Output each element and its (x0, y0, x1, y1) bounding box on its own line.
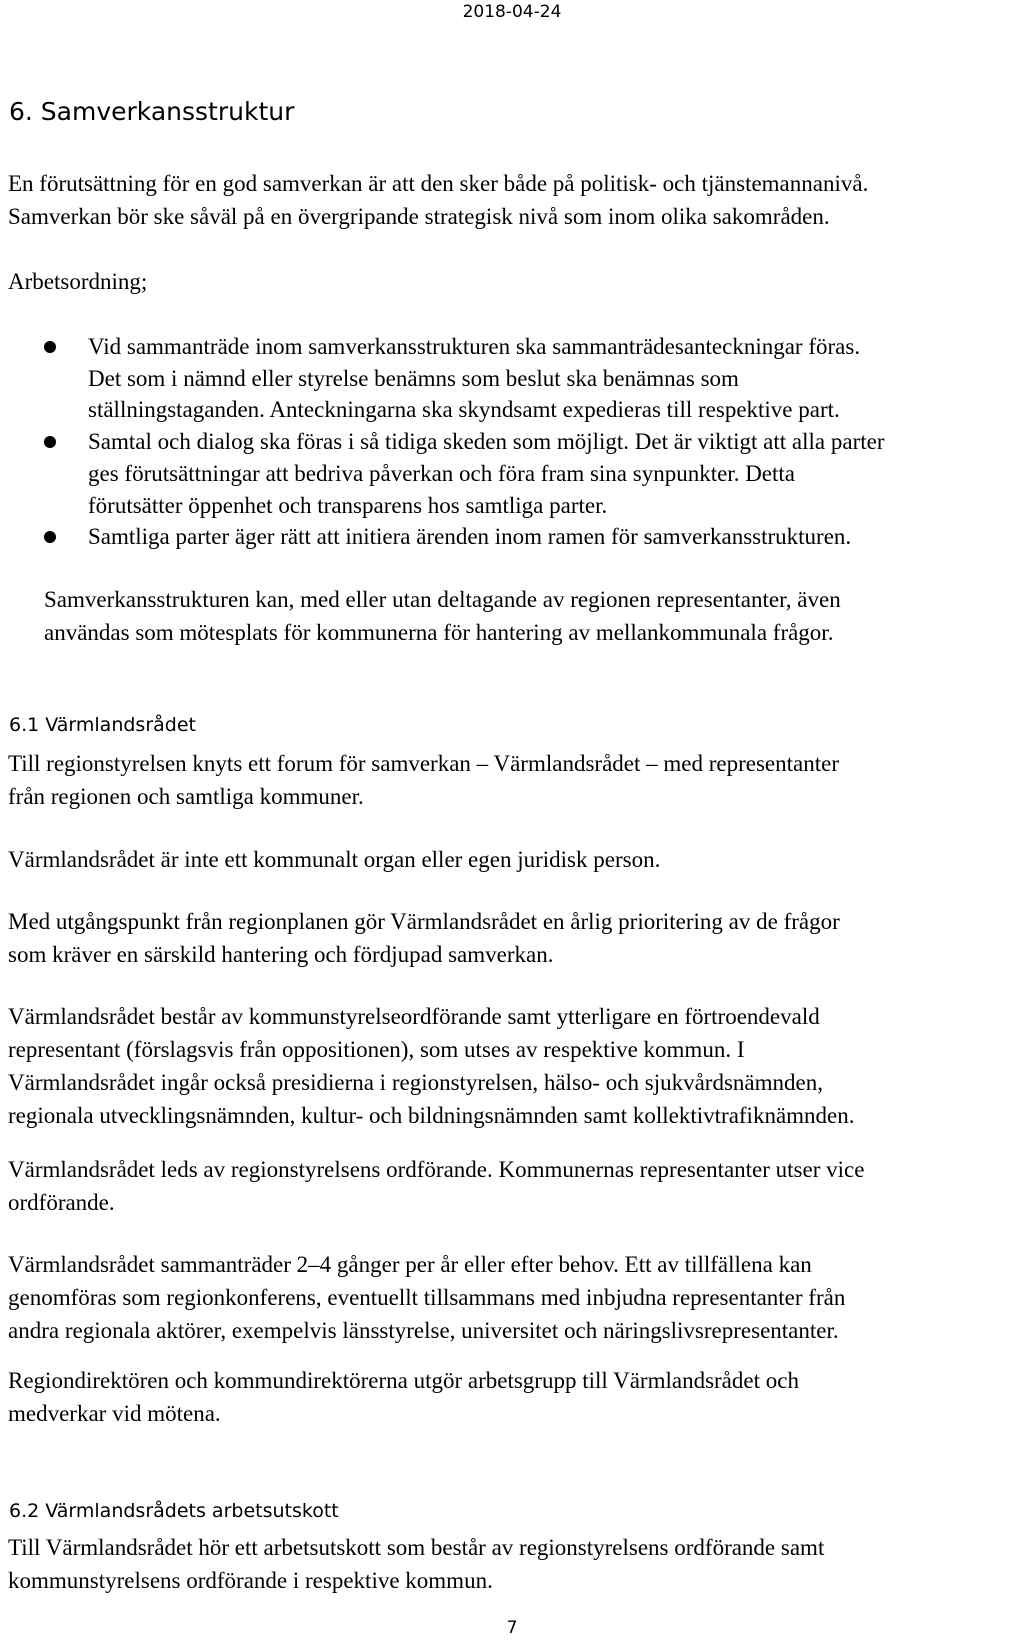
paragraph-line: Värmlandsrådet ingår också presidierna i regionstyrelsen, hälso- och sjukvårdsnämnden, (8, 1070, 823, 1095)
subsection-title: 6.1 Värmlandsrådet (9, 714, 196, 736)
paragraph-line: Värmlandsrådet sammanträder 2–4 gånger per år eller efter behov. Ett av tillfällena kan (8, 1252, 812, 1277)
section-title: 6. Samverkansstruktur (9, 97, 295, 126)
bullet-text-line: Samtal och dialog ska föras i så tidiga skeden som möjligt. Det är viktigt att alla parter (88, 429, 885, 454)
bullet-text-line: Samtliga parter äger rätt att initiera ärenden inom ramen för samverkansstrukturen. (88, 524, 852, 549)
document-date: 2018-04-24 (462, 2, 562, 22)
paragraph-line: andra regionala aktörer, exempelvis länsstyrelse, universitet och näringslivsrepresentanter. (8, 1318, 839, 1343)
paragraph-line: Med utgångspunkt från regionplanen gör Värmlandsrådet en årlig prioritering av de frågor (8, 909, 840, 934)
bullet-text-line: förutsätter öppenhet och transparens hos samtliga parter. (88, 493, 608, 518)
paragraph-line: representant (förslagsvis från oppositionen), som utses av respektive kommun. I (8, 1037, 745, 1062)
paragraph-line: kommunstyrelsens ordförande i respektive kommun. (8, 1568, 493, 1593)
paragraph-line: från regionen och samtliga kommuner. (8, 784, 364, 809)
bullet-text-line: ges förutsättningar att bedriva påverkan och föra fram sina synpunkter. Detta (88, 461, 796, 486)
bullet-marker (44, 436, 56, 448)
paragraph-line: ordförande. (8, 1190, 115, 1215)
closing-line: Samverkansstrukturen kan, med eller utan deltagande av regionen representanter, även (44, 587, 841, 612)
subsection-title: 6.2 Värmlandsrådets arbetsutskott (9, 1500, 339, 1522)
paragraph-line: genomföras som regionkonferens, eventuellt tillsammans med inbjudna representanter från (8, 1285, 846, 1310)
paragraph-line: Regiondirektören och kommundirektörerna utgör arbetsgrupp till Värmlandsrådet och (8, 1368, 799, 1393)
bullet-text-line: ställningstaganden. Anteckningarna ska skyndsamt expedieras till respektive part. (88, 397, 840, 422)
paragraph-line: Värmlandsrådet är inte ett kommunalt organ eller egen juridisk person. (8, 847, 661, 872)
list-heading: Arbetsordning; (8, 269, 148, 294)
paragraph-line: Till regionstyrelsen knyts ett forum för samverkan – Värmlandsrådet – med representanter (8, 751, 839, 776)
paragraph-line: Till Värmlandsrådet hör ett arbetsutskott som består av regionstyrelsens ordförande samt (8, 1535, 825, 1560)
bullet-marker (44, 531, 56, 543)
intro-line: En förutsättning för en god samverkan är att den sker både på politisk- och tjänstemannanivå. (8, 171, 869, 196)
page-number: 7 (506, 1618, 518, 1638)
paragraph-line: Värmlandsrådet består av kommunstyrelseordförande samt ytterligare en förtroendevald (8, 1004, 820, 1029)
intro-line: Samverkan bör ske såväl på en övergripande strategisk nivå som inom olika sakområden. (8, 204, 830, 229)
bullet-text-line: Vid sammanträde inom samverkansstrukturen ska sammanträdesanteckningar föras. (88, 334, 861, 359)
paragraph-line: som kräver en särskild hantering och fördjupad samverkan. (8, 942, 554, 967)
bullet-text-line: Det som i nämnd eller styrelse benämns som beslut ska benämnas som (88, 366, 739, 391)
paragraph-line: regionala utvecklingsnämnden, kultur- och bildningsnämnden samt kollektivtrafiknämnden. (8, 1103, 855, 1128)
paragraph-line: medverkar vid mötena. (8, 1401, 221, 1426)
closing-line: användas som mötesplats för kommunerna för hantering av mellankommunala frågor. (44, 620, 834, 645)
paragraph-line: Värmlandsrådet leds av regionstyrelsens ordförande. Kommunernas representanter utser vice (8, 1157, 865, 1182)
bullet-marker (44, 341, 56, 353)
